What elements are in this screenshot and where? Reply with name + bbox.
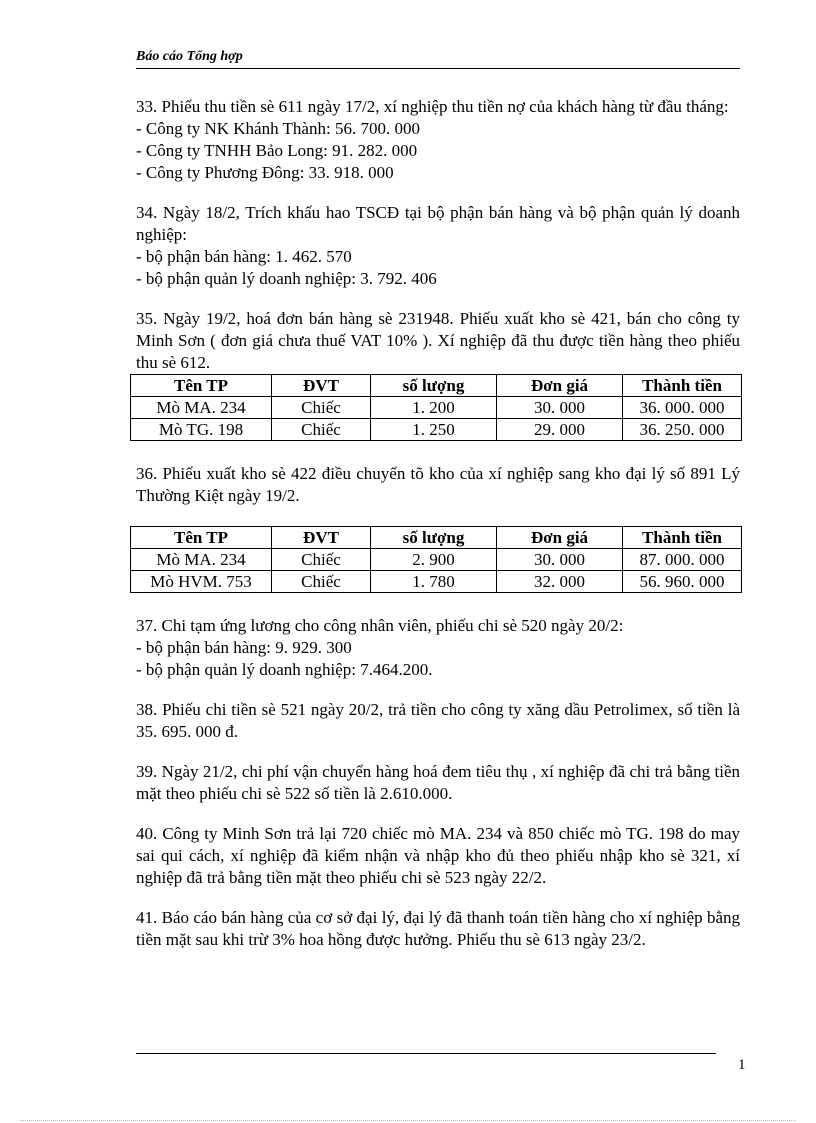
item-36-text: 36. Phiếu xuất kho sè 422 điều chuyển tõ kho của xí nghiệp sang kho đại lý số 891 Lý Thường Kiệt ngày 19/2. [136,464,740,505]
item-40 [136,823,740,889]
document-body [136,96,740,969]
item-34 [136,202,740,290]
table-cell: 32. 000 [497,571,623,593]
column-header: ĐVT [272,375,371,397]
table-row [131,549,742,571]
table-cell: 1. 780 [371,571,497,593]
table-cell: 2. 900 [371,549,497,571]
column-header: Đơn giá [497,527,623,549]
item-37-line-2: - bộ phận quản lý doanh nghiệp: 7.464.200. [136,660,433,679]
table-cell: 36. 250. 000 [623,419,742,441]
item-38 [136,699,740,743]
table-row [131,571,742,593]
item-33-line-1: - Công ty NK Khánh Thành: 56. 700. 000 [136,119,420,138]
item-33-text: 33. Phiếu thu tiền sè 611 ngày 17/2, xí nghiệp thu tiền nợ của khách hàng từ đầu tháng: [136,97,729,116]
item-39-text: 39. Ngày 21/2, chi phí vận chuyển hàng hoá đem tiêu thụ , xí nghiệp đã chi trả bằng tiền mặt theo phiếu chi sè 522 số tiền là 2.610.000. [136,762,740,803]
item-41-text: 41. Báo cáo bán hàng của cơ sở đại lý, đại lý đã thanh toán tiền hàng cho xí nghiệp bằng tiền mặt sau khi trừ 3% hoa hồng được hưởng. Phiếu thu sè 613 ngày 23/2. [136,908,740,949]
table-row [131,397,742,419]
item-34-line-1: - bộ phận bán hàng: 1. 462. 570 [136,247,352,266]
item-35 [136,308,740,441]
item-37-line-1: - bộ phận bán hàng: 9. 929. 300 [136,638,352,657]
page-number: 1 [738,1057,746,1073]
item-33-line-3: - Công ty Phương Đông: 33. 918. 000 [136,163,394,182]
item-37 [136,615,740,681]
item-36 [136,463,740,593]
page-bottom-border [20,1120,796,1121]
table-cell: 1. 250 [371,419,497,441]
column-header: Thành tiền [623,375,742,397]
table-cell: Mò MA. 234 [131,397,272,419]
table-row [131,419,742,441]
item-37-text: 37. Chi tạm ứng lương cho công nhân viên, phiếu chi sè 520 ngày 20/2: [136,616,624,635]
table-cell: Chiếc [272,549,371,571]
item-33-line-2: - Công ty TNHH Bảo Long: 91. 282. 000 [136,141,418,160]
table-cell: 30. 000 [497,549,623,571]
footer-divider [136,1053,716,1054]
table-cell: 30. 000 [497,397,623,419]
column-header: Thành tiền [623,527,742,549]
table-cell: Chiếc [272,397,371,419]
table-header-row [131,375,742,397]
table-cell: 87. 000. 000 [623,549,742,571]
table-cell: 36. 000. 000 [623,397,742,419]
table-cell: Chiếc [272,419,371,441]
column-header: Tên TP [131,375,272,397]
item-33 [136,96,740,184]
sales-table-35 [130,374,742,441]
transfer-table-36 [130,526,742,593]
item-41 [136,907,740,951]
item-34-line-2: - bộ phận quản lý doanh nghiệp: 3. 792. 406 [136,269,437,288]
page-header: Báo cáo Tổng hợp [136,49,740,69]
item-34-text: 34. Ngày 18/2, Trích khấu hao TSCĐ tại bộ phận bán hàng và bộ phận quản lý doanh nghiệp: [136,203,740,244]
item-35-text: 35. Ngày 19/2, hoá đơn bán hàng sè 231948. Phiếu xuất kho sè 421, bán cho công ty Minh Sơn ( đơn giá chưa thuế VAT 10% ). Xí nghiệp đã thu được tiền hàng theo phiếu thu sè 612. [136,309,740,372]
item-39 [136,761,740,805]
column-header: ĐVT [272,527,371,549]
item-40-text: 40. Công ty Minh Sơn trả lại 720 chiếc mò MA. 234 và 850 chiếc mò TG. 198 do may sai qui cách, xí nghiệp đã kiểm nhận và nhập kho đủ theo phiếu nhập kho sè 321, xí nghiệp đã trả bằng tiền mặt theo phiếu chi sè 523 ngày 22/2. [136,824,740,887]
table-cell: 29. 000 [497,419,623,441]
table-cell: Mò MA. 234 [131,549,272,571]
table-cell: 56. 960. 000 [623,571,742,593]
table-cell: 1. 200 [371,397,497,419]
table-cell: Mò TG. 198 [131,419,272,441]
table-cell: Chiếc [272,571,371,593]
column-header: số lượng [371,375,497,397]
column-header: số lượng [371,527,497,549]
table-header-row [131,527,742,549]
item-38-text: 38. Phiếu chi tiền sè 521 ngày 20/2, trả tiền cho công ty xăng dầu Petrolimex, số tiền là 35. 695. 000 đ. [136,700,740,741]
table-cell: Mò HVM. 753 [131,571,272,593]
column-header: Tên TP [131,527,272,549]
column-header: Đơn giá [497,375,623,397]
